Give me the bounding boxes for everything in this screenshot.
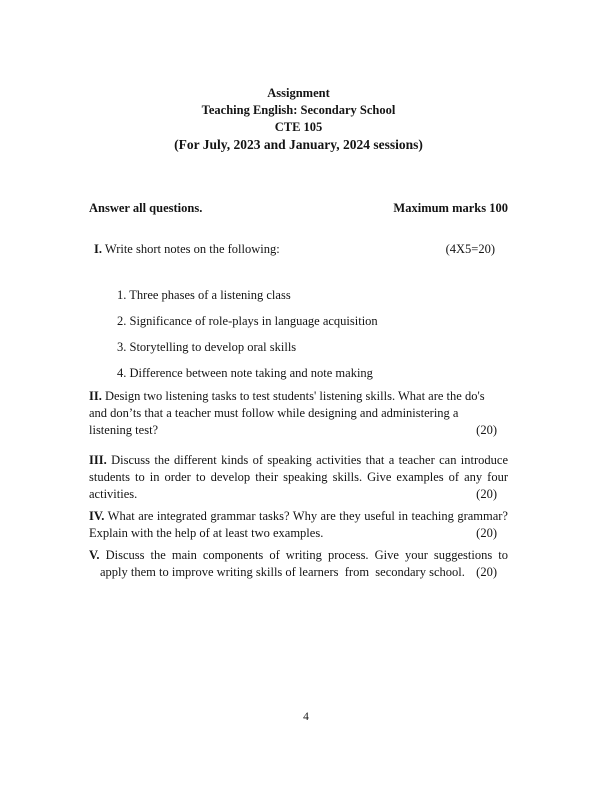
- list-item: 1. Three phases of a listening class: [117, 288, 291, 302]
- document-header: [89, 85, 508, 154]
- question-2: [89, 388, 508, 439]
- question-3-number: III.: [89, 453, 107, 467]
- question-3-line-2: students to in order to develop their speaking skills. Give examples of any four: [89, 470, 508, 484]
- question-3-line-1: III. Discuss the different kinds of speaking activities that a teacher can introduce: [89, 453, 509, 467]
- question-1-number: I.: [94, 242, 102, 256]
- question-5-line-2: apply them to improve writing skills of learners from secondary school. (20): [100, 565, 497, 579]
- question-4-line-2: Explain with the help of at least two examples. (20): [89, 526, 497, 540]
- question-1-subitems: [89, 287, 508, 382]
- question-4-number: IV.: [89, 509, 105, 523]
- question-4-marks: (20): [476, 526, 497, 540]
- answer-all-instruction: Answer all questions.: [89, 201, 203, 215]
- question-2-line-2: and don’ts that a teacher must follow while designing and administering a: [89, 406, 459, 420]
- question-1: [89, 241, 508, 382]
- question-3-line-3: activities. (20): [89, 487, 497, 501]
- list-item: 4. Difference between note taking and note making: [117, 366, 373, 380]
- question-5-line-1: V. Discuss the main components of writing process. Give your suggestions to: [89, 548, 509, 562]
- question-2-line-1: II. Design two listening tasks to test students' listening skills. What are the do's: [89, 389, 485, 403]
- instructions-row: [89, 200, 508, 217]
- course-title: Teaching English: Secondary School: [201, 103, 396, 117]
- maximum-marks-label: Maximum marks 100: [393, 201, 508, 215]
- question-5-marks: (20): [476, 565, 497, 579]
- question-4-line-1: IV. What are integrated grammar tasks? Why are they useful in teaching grammar?: [89, 509, 508, 523]
- assignment-title: Assignment: [267, 86, 330, 100]
- course-code: CTE 105: [274, 120, 323, 134]
- list-item: 2. Significance of role-plays in language acquisition: [117, 314, 378, 328]
- question-2-marks: (20): [476, 423, 497, 437]
- question-3-marks: (20): [476, 487, 497, 501]
- page-number: 4: [303, 711, 309, 723]
- question-5-number: V.: [89, 548, 100, 562]
- question-5: [89, 547, 508, 581]
- question-2-number: II.: [89, 389, 102, 403]
- question-4: [89, 508, 508, 542]
- question-1-marks: (4X5=20): [445, 242, 495, 256]
- question-2-line-3: listening test? (20): [89, 423, 497, 437]
- question-3: [89, 452, 508, 503]
- session-info: (For July, 2023 and January, 2024 sessions): [174, 137, 423, 152]
- list-item: 3. Storytelling to develop oral skills: [117, 340, 297, 354]
- question-1-heading: [89, 241, 508, 258]
- question-1-text: I. Write short notes on the following:: [94, 242, 280, 256]
